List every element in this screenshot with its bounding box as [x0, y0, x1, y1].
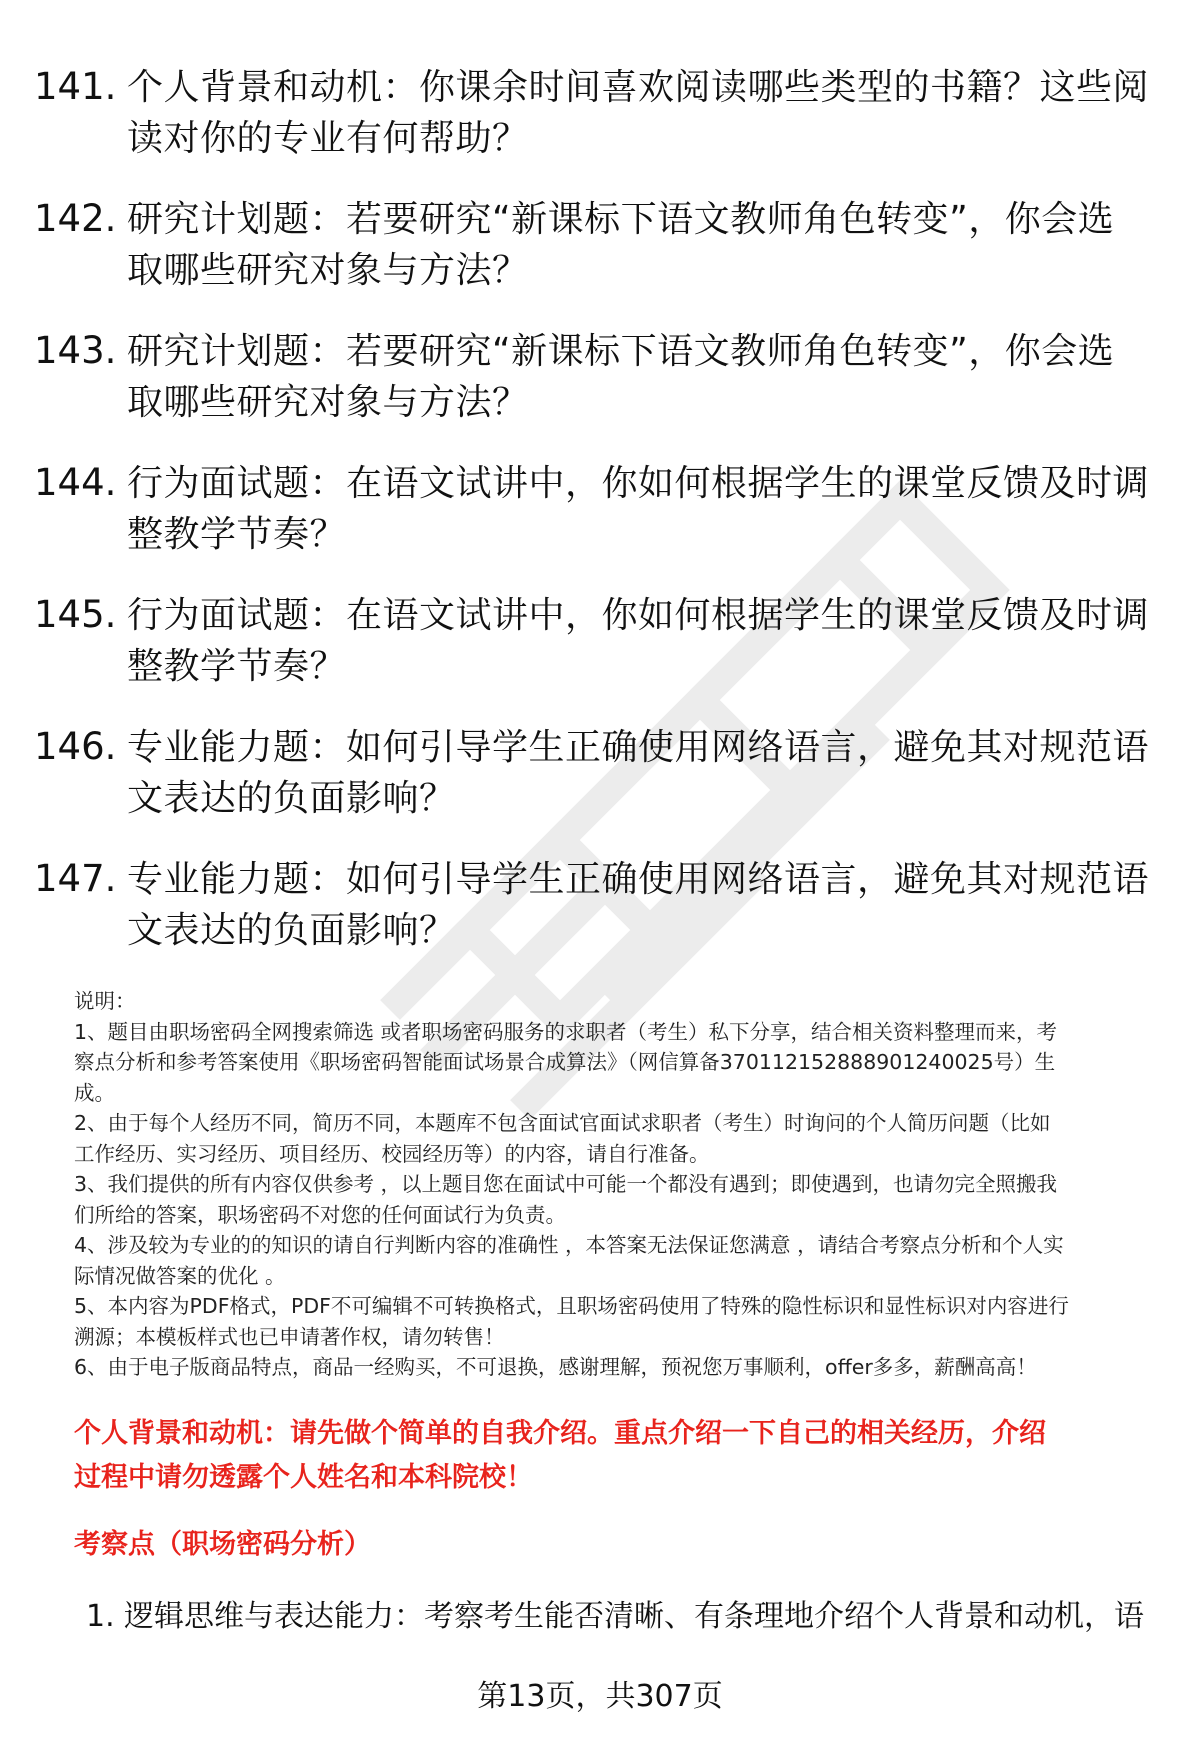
question-text	[127, 590, 1157, 692]
question-line: 专业能力题：如何引导学生正确使用网络语言，避免其对规范语	[127, 859, 1150, 900]
question-line: 研究计划题：若要研究“新课标下语文教师角色转变”，你会选	[127, 199, 1115, 240]
question-line: 研究计划题：若要研究“新课标下语文教师角色转变”，你会选	[127, 331, 1115, 372]
notes-line: 际情况做答案的优化 。	[74, 1263, 286, 1288]
question-text	[127, 62, 1157, 164]
featured-question	[74, 1412, 1164, 1500]
question-number: 144.	[34, 461, 117, 504]
question-line: 文表达的负面影响？	[127, 778, 456, 819]
question-line: 取哪些研究对象与方法？	[127, 250, 529, 291]
question-line: 个人背景和动机：你课余时间喜欢阅读哪些类型的书籍？这些阅	[127, 67, 1150, 108]
question-text	[127, 194, 1157, 296]
question-item	[34, 854, 1154, 986]
question-text	[127, 326, 1157, 428]
question-list	[34, 62, 1154, 986]
featured-question-line: 过程中请勿透露个人姓名和本科院校！	[74, 1462, 533, 1493]
question-item	[34, 326, 1154, 458]
notes-line: 3、我们提供的所有内容仅供参考 ，以上题目您在面试中可能一个都没有遇到；即使遇到，也请勿完全照搬我	[74, 1172, 1058, 1196]
notes-line: 们所给的答案，职场密码不对您的任何面试行为负责。	[74, 1202, 566, 1227]
notes-heading: 说明：	[74, 989, 136, 1013]
notes-line: 工作经历、实习经历、项目经历、校园经历等）的内容，请自行准备。	[74, 1141, 710, 1166]
question-text	[127, 458, 1157, 560]
question-number: 143.	[34, 329, 117, 372]
notes-line: 5、本内容为PDF格式，PDF不可编辑不可转换格式，且职场密码使用了特殊的隐性标识和显性标识对内容进行	[74, 1294, 1069, 1318]
question-item	[34, 194, 1154, 326]
question-text	[127, 722, 1157, 824]
question-item	[34, 62, 1154, 194]
question-number: 142.	[34, 197, 117, 240]
notes-section	[74, 986, 1164, 1383]
notes-line: 察点分析和参考答案使用《职场密码智能面试场景合成算法》（网信算备370112152888901240025号）生	[74, 1050, 1056, 1074]
question-item	[34, 590, 1154, 722]
question-number: 145.	[34, 593, 117, 636]
question-line: 行为面试题：在语文试讲中，你如何根据学生的课堂反馈及时调	[127, 463, 1150, 504]
question-line: 整教学节奏？	[127, 646, 347, 687]
question-number: 146.	[34, 725, 117, 768]
notes-line: 1、题目由职场密码全网搜索筛选 或者职场密码服务的求职者（考生）私下分享，结合相关资料整理而来，考	[74, 1019, 1058, 1044]
notes-line: 6、由于电子版商品特点，商品一经购买，不可退换，感谢理解，预祝您万事顺利，offer多多，薪酬高高！	[74, 1355, 1037, 1379]
page-footer: 第13页，共307页	[477, 1679, 723, 1714]
notes-line: 成。	[74, 1080, 115, 1105]
question-number: 147.	[34, 857, 117, 900]
analysis-heading: 考察点（职场密码分析）	[74, 1529, 371, 1560]
analysis-point	[86, 1592, 1166, 1642]
notes-line: 2、由于每个人经历不同，简历不同，本题库不包含面试官面试求职者（考生）时询问的个人简历问题（比如	[74, 1111, 1051, 1135]
question-number: 141.	[34, 65, 117, 108]
analysis-point-text: 逻辑思维与表达能力：考察考生能否清晰、有条理地介绍个人背景和动机，语	[124, 1599, 1144, 1634]
question-line: 读对你的专业有何帮助？	[127, 118, 529, 159]
question-line: 行为面试题：在语文试讲中，你如何根据学生的课堂反馈及时调	[127, 595, 1150, 636]
question-line: 专业能力题：如何引导学生正确使用网络语言，避免其对规范语	[127, 727, 1150, 768]
question-item	[34, 722, 1154, 854]
notes-line: 溯源；本模板样式也已申请著作权，请勿转售！	[74, 1324, 505, 1349]
question-item	[34, 458, 1154, 590]
notes-line: 4、涉及较为专业的的知识的请自行判断内容的准确性 ，本答案无法保证您满意 ，请结合考察点分析和个人实	[74, 1233, 1064, 1257]
question-line: 文表达的负面影响？	[127, 910, 456, 951]
question-text	[127, 854, 1157, 956]
question-line: 整教学节奏？	[127, 514, 347, 555]
featured-question-line: 个人背景和动机：请先做个简单的自我介绍。重点介绍一下自己的相关经历，介绍	[74, 1418, 1046, 1449]
analysis-point-number: 1.	[86, 1599, 115, 1634]
question-line: 取哪些研究对象与方法？	[127, 382, 529, 423]
